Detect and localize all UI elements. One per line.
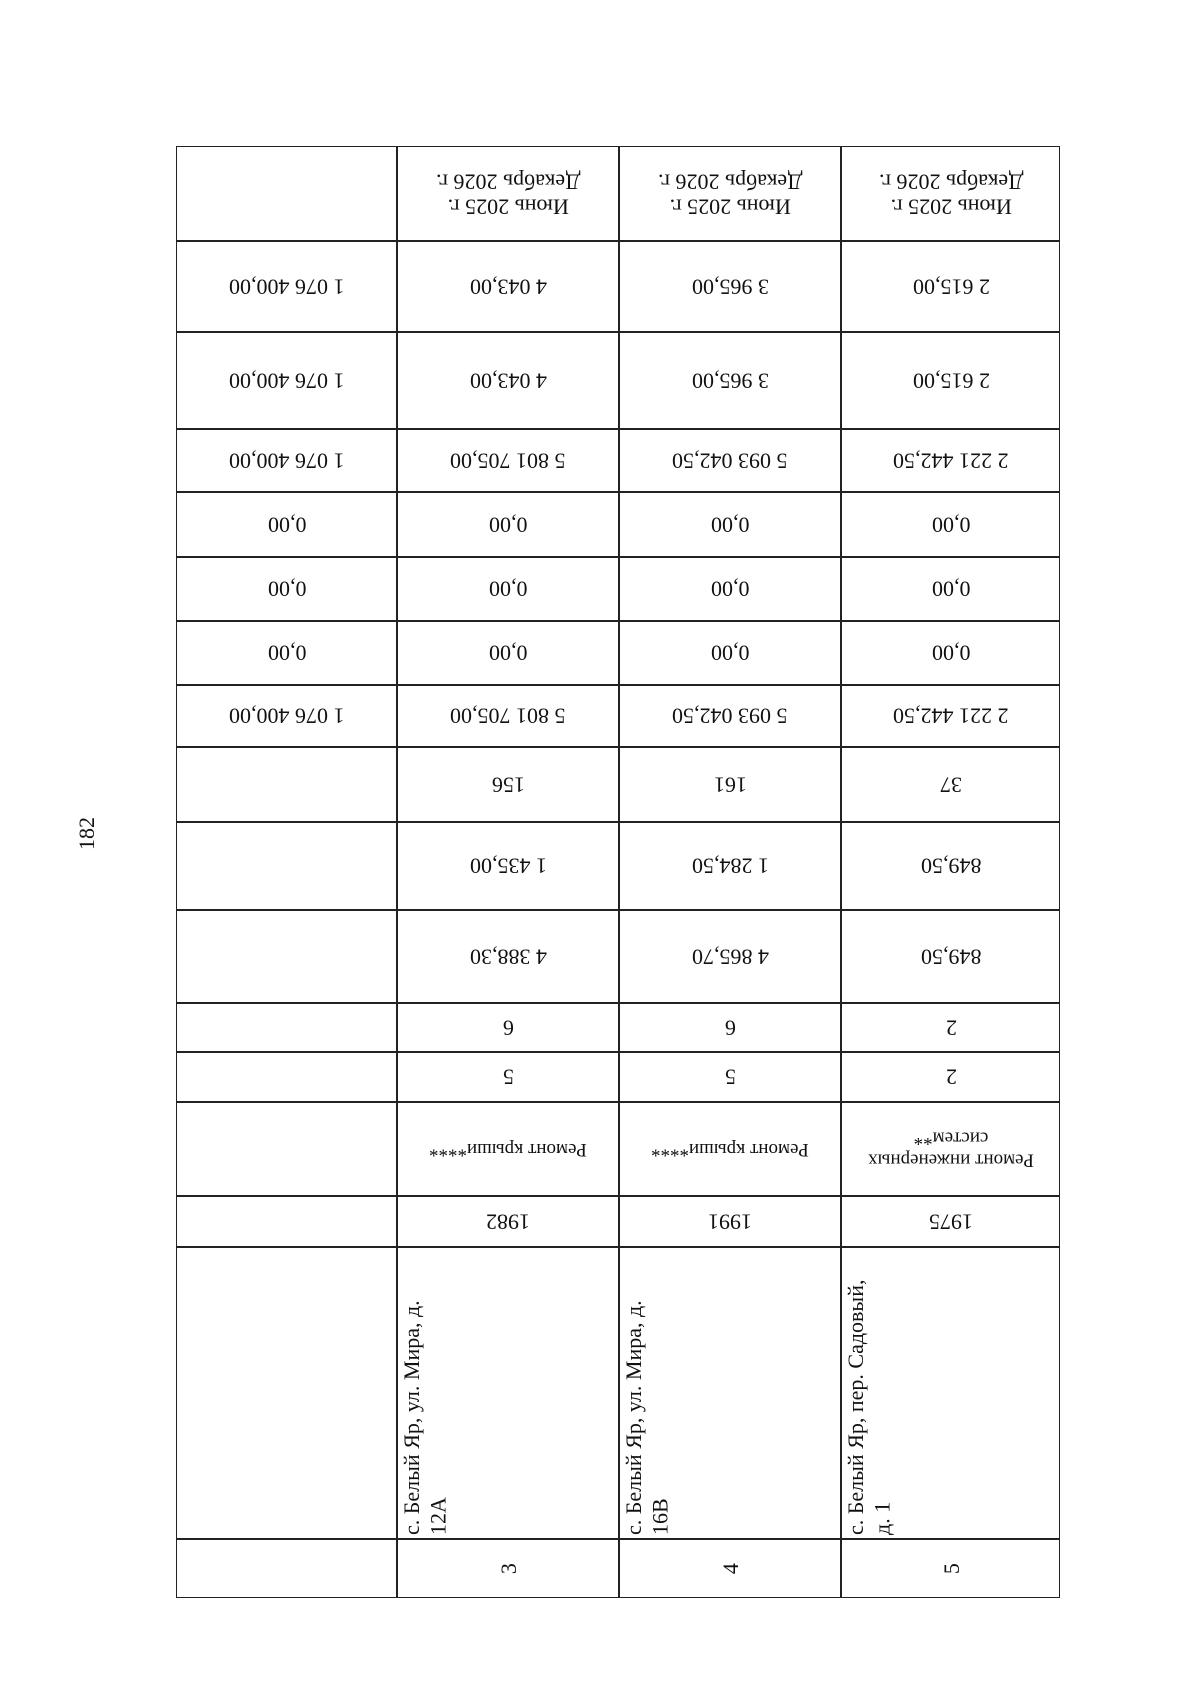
sum1-value: 1 076 400,00: [229, 703, 345, 729]
c6-value: 6: [502, 1015, 514, 1041]
year-value: 1991: [708, 1209, 752, 1235]
sum1-cell: [619, 685, 841, 747]
u1-value: 3 965,00: [691, 368, 769, 394]
sum1-cell: [397, 685, 619, 747]
year-value: 1975: [929, 1209, 973, 1235]
sum2-value: 2 221 442,50: [893, 448, 1009, 474]
z3-cell: [619, 492, 841, 557]
z2-value: 0,00: [488, 576, 528, 602]
z3-value: 0,00: [267, 512, 307, 538]
year-cell: [841, 1196, 1061, 1247]
c7-value: 4 865,70: [691, 944, 769, 970]
c5-cell: [177, 1052, 397, 1102]
sum1-value: 5 801 705,00: [450, 703, 566, 729]
period-cell: [619, 147, 841, 241]
z1-cell: [619, 621, 841, 685]
z2-cell: [397, 557, 619, 621]
z3-value: 0,00: [488, 512, 528, 538]
page-number: 182: [74, 817, 99, 850]
c8-cell: [177, 822, 397, 910]
c9-value: 37: [940, 772, 962, 798]
period-end: Декабрь 2026 г.: [657, 169, 803, 194]
u2-cell: [397, 241, 619, 332]
c7-cell: [397, 910, 619, 1003]
c9-value: 161: [713, 772, 747, 798]
z2-cell: [841, 557, 1061, 621]
z2-cell: [177, 557, 397, 621]
year-cell: [619, 1196, 841, 1247]
row-number-cell: [841, 1539, 1061, 1599]
z1-value: 0,00: [267, 640, 307, 666]
c8-value: 1 435,00: [469, 853, 547, 879]
row-number: 4: [717, 1563, 743, 1575]
z3-value: 0,00: [931, 512, 971, 538]
sum1-cell: [177, 685, 397, 747]
sum2-cell: [397, 429, 619, 492]
work-cell: [177, 1102, 397, 1196]
sum2-value: 1 076 400,00: [229, 448, 345, 474]
period-start: Июнь 2025 г.: [447, 194, 569, 220]
work-value: Ремонт крыши****: [651, 1138, 809, 1160]
sum1-cell: [841, 685, 1061, 747]
address-cell: [841, 1247, 1061, 1539]
c6-cell: [841, 1003, 1061, 1052]
year-cell: [177, 1196, 397, 1247]
c5-cell: [397, 1052, 619, 1102]
c9-cell: [177, 747, 397, 822]
sum2-value: 5 093 042,50: [672, 448, 788, 474]
address-text: [177, 1531, 181, 1539]
row-number-cell: [619, 1539, 841, 1599]
work-cell: [397, 1102, 619, 1196]
row-number: 5: [938, 1563, 964, 1575]
period-end: Декабрь 2026 г.: [878, 169, 1024, 194]
u2-cell: [619, 241, 841, 332]
period-end: Декабрь 2026 г.: [435, 169, 581, 194]
c7-cell: [841, 910, 1061, 1003]
c6-cell: [397, 1003, 619, 1052]
z1-value: 0,00: [488, 640, 528, 666]
u1-value: 1 076 400,00: [229, 368, 345, 394]
z2-value: 0,00: [710, 576, 750, 602]
c9-value: 156: [491, 772, 525, 798]
sum1-value: 2 221 442,50: [893, 703, 1009, 729]
z1-cell: [841, 621, 1061, 685]
year-cell: [397, 1196, 619, 1247]
rotated-table: [176, 146, 1060, 1598]
c8-cell: [841, 822, 1061, 910]
c9-cell: [841, 747, 1061, 822]
row-number-cell: [397, 1539, 619, 1599]
c5-cell: [619, 1052, 841, 1102]
sum1-value: 5 093 042,50: [672, 703, 788, 729]
c7-cell: [177, 910, 397, 1003]
address-cell: [177, 1247, 397, 1539]
c8-value: 849,50: [920, 853, 982, 879]
address-text: с. Белый Яр, пер. Садовый, д. 1: [843, 1279, 895, 1535]
work-value: Ремонт инженерных систем**: [868, 1128, 1034, 1171]
z3-cell: [177, 492, 397, 557]
address-cell: [397, 1247, 619, 1539]
z3-cell: [397, 492, 619, 557]
c6-value: 2: [945, 1015, 957, 1041]
u1-cell: [177, 332, 397, 429]
period-cell: [177, 147, 397, 241]
c8-value: 1 284,50: [691, 853, 769, 879]
c8-cell: [397, 822, 619, 910]
c6-value: 6: [724, 1015, 736, 1041]
z2-cell: [619, 557, 841, 621]
c7-value: 849,50: [920, 944, 982, 970]
c5-value: 2: [945, 1064, 957, 1090]
z3-cell: [841, 492, 1061, 557]
u2-cell: [177, 241, 397, 332]
u2-value: 4 043,00: [469, 274, 547, 300]
u2-value: 1 076 400,00: [229, 274, 345, 300]
row-number-cell: [177, 1539, 397, 1599]
address-text: с. Белый Яр, ул. Мира, д. 12А: [399, 1300, 451, 1535]
period-start: Июнь 2025 г.: [669, 194, 791, 220]
period-cell: [841, 147, 1061, 241]
c8-cell: [619, 822, 841, 910]
u1-cell: [397, 332, 619, 429]
z1-cell: [177, 621, 397, 685]
z2-value: 0,00: [267, 576, 307, 602]
c5-cell: [841, 1052, 1061, 1102]
period-start: Июнь 2025 г.: [890, 194, 1012, 220]
work-cell: [841, 1102, 1061, 1196]
period-cell: [397, 147, 619, 241]
year-value: 1982: [486, 1209, 530, 1235]
u2-cell: [841, 241, 1061, 332]
z1-cell: [397, 621, 619, 685]
u1-value: 4 043,00: [469, 368, 547, 394]
u1-cell: [841, 332, 1061, 429]
c9-cell: [397, 747, 619, 822]
z1-value: 0,00: [710, 640, 750, 666]
sum2-cell: [619, 429, 841, 492]
u1-cell: [619, 332, 841, 429]
sum2-cell: [177, 429, 397, 492]
u2-value: 2 615,00: [912, 274, 990, 300]
c9-cell: [619, 747, 841, 822]
work-value: Ремонт крыши****: [429, 1138, 587, 1160]
c6-cell: [619, 1003, 841, 1052]
c6-cell: [177, 1003, 397, 1052]
z2-value: 0,00: [931, 576, 971, 602]
z3-value: 0,00: [710, 512, 750, 538]
u1-value: 2 615,00: [912, 368, 990, 394]
u2-value: 3 965,00: [691, 274, 769, 300]
c5-value: 5: [724, 1064, 736, 1090]
c7-cell: [619, 910, 841, 1003]
address-cell: [619, 1247, 841, 1539]
sum2-value: 5 801 705,00: [450, 448, 566, 474]
c7-value: 4 388,30: [469, 944, 547, 970]
c5-value: 5: [502, 1064, 514, 1090]
address-text: с. Белый Яр, ул. Мира, д. 16В: [621, 1300, 673, 1535]
work-cell: [619, 1102, 841, 1196]
sum2-cell: [841, 429, 1061, 492]
z1-value: 0,00: [931, 640, 971, 666]
row-number: 3: [495, 1563, 521, 1575]
